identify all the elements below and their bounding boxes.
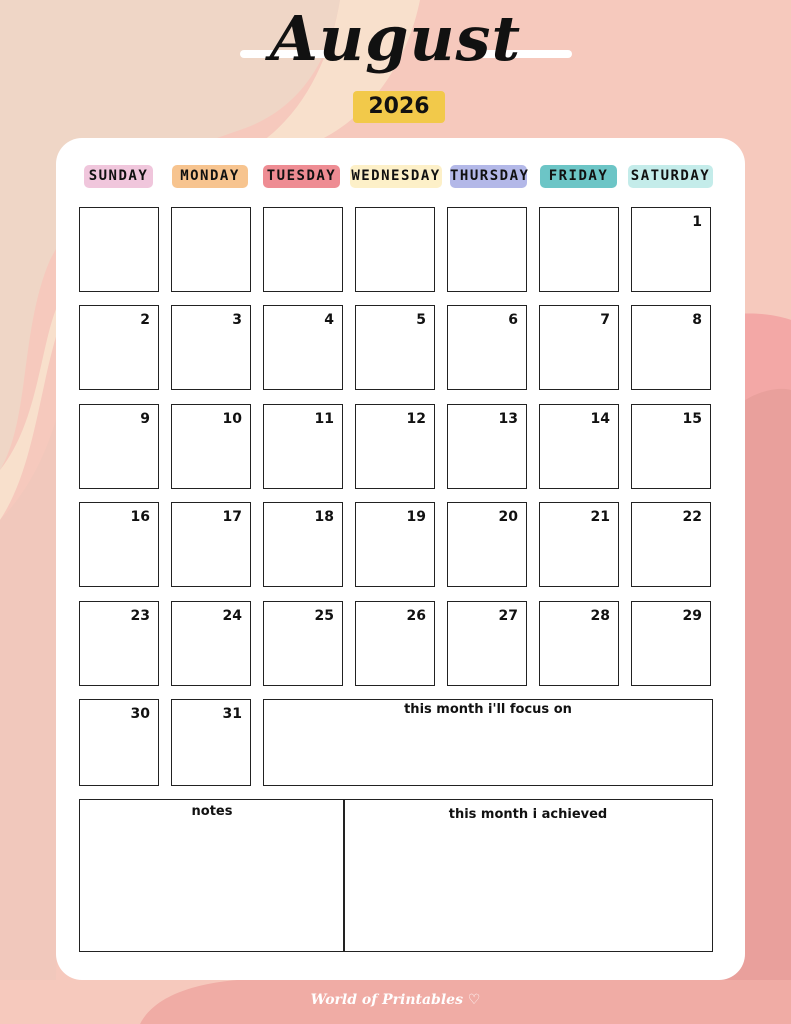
day-cell[interactable] <box>539 207 619 292</box>
day-cell[interactable] <box>631 305 711 390</box>
day-number: 24 <box>222 608 242 624</box>
day-cell[interactable] <box>355 404 435 489</box>
day-cell[interactable] <box>263 404 343 489</box>
day-cell[interactable] <box>355 207 435 292</box>
day-cell[interactable] <box>355 601 435 686</box>
day-cell[interactable] <box>79 601 159 686</box>
day-number: 5 <box>416 312 426 328</box>
day-number: 18 <box>314 509 334 525</box>
day-number: 2 <box>140 312 150 328</box>
day-cell[interactable] <box>79 305 159 390</box>
day-number: 11 <box>314 411 334 427</box>
day-number: 7 <box>600 312 610 328</box>
day-number: 27 <box>498 608 518 624</box>
day-cell[interactable] <box>79 502 159 587</box>
day-number: 17 <box>222 509 242 525</box>
day-number: 23 <box>130 608 150 624</box>
day-number: 16 <box>130 509 150 525</box>
day-cell[interactable] <box>631 502 711 587</box>
notes-box[interactable] <box>79 799 345 952</box>
day-cell[interactable] <box>631 404 711 489</box>
weekday-saturday: SATURDAY <box>628 165 713 188</box>
day-cell[interactable] <box>263 502 343 587</box>
day-cell[interactable] <box>171 699 251 786</box>
day-cell[interactable] <box>263 207 343 292</box>
day-number: 10 <box>222 411 242 427</box>
day-number: 4 <box>324 312 334 328</box>
day-number: 1 <box>692 214 702 230</box>
day-number: 20 <box>498 509 518 525</box>
day-cell[interactable] <box>171 404 251 489</box>
weekday-sunday: SUNDAY <box>84 165 153 188</box>
day-cell[interactable] <box>447 404 527 489</box>
year-badge: 2026 <box>353 91 445 123</box>
focus-label: this month i'll focus on <box>404 702 572 717</box>
day-number: 19 <box>406 509 426 525</box>
day-cell[interactable] <box>539 502 619 587</box>
day-cell[interactable] <box>263 601 343 686</box>
weekday-friday: FRIDAY <box>540 165 617 188</box>
day-number: 9 <box>140 411 150 427</box>
brand-logo: World of Printables ♡ <box>310 992 481 1008</box>
day-number: 29 <box>682 608 702 624</box>
day-number: 30 <box>130 706 150 722</box>
achieved-label: this month i achieved <box>448 807 608 822</box>
weekday-monday: MONDAY <box>172 165 248 188</box>
day-cell[interactable] <box>79 207 159 292</box>
weekday-tuesday: TUESDAY <box>263 165 340 188</box>
day-cell[interactable] <box>171 502 251 587</box>
day-cell[interactable] <box>355 305 435 390</box>
day-cell[interactable] <box>263 305 343 390</box>
day-cell[interactable] <box>539 404 619 489</box>
day-number: 3 <box>232 312 242 328</box>
day-number: 12 <box>406 411 426 427</box>
day-number: 31 <box>222 706 242 722</box>
day-cell[interactable] <box>447 502 527 587</box>
day-number: 25 <box>314 608 334 624</box>
day-number: 28 <box>590 608 610 624</box>
day-number: 21 <box>590 509 610 525</box>
day-number: 22 <box>682 509 702 525</box>
day-cell[interactable] <box>355 502 435 587</box>
achieved-box[interactable] <box>343 799 713 952</box>
day-cell[interactable] <box>79 699 159 786</box>
day-number: 6 <box>508 312 518 328</box>
weekday-thursday: THURSDAY <box>450 165 527 188</box>
day-cell[interactable] <box>447 305 527 390</box>
day-number: 13 <box>498 411 518 427</box>
day-number: 8 <box>692 312 702 328</box>
day-cell[interactable] <box>539 305 619 390</box>
day-cell[interactable] <box>79 404 159 489</box>
day-cell[interactable] <box>539 601 619 686</box>
day-cell[interactable] <box>447 601 527 686</box>
day-cell[interactable] <box>171 207 251 292</box>
notes-label: notes <box>191 804 233 819</box>
day-cell[interactable] <box>171 305 251 390</box>
day-cell[interactable] <box>631 601 711 686</box>
month-title: August <box>269 2 522 75</box>
weekday-wednesday: WEDNESDAY <box>350 165 442 188</box>
day-cell[interactable] <box>631 207 711 292</box>
day-number: 14 <box>590 411 610 427</box>
day-number: 15 <box>682 411 702 427</box>
day-cell[interactable] <box>447 207 527 292</box>
day-number: 26 <box>406 608 426 624</box>
day-cell[interactable] <box>171 601 251 686</box>
focus-box[interactable] <box>263 699 713 786</box>
